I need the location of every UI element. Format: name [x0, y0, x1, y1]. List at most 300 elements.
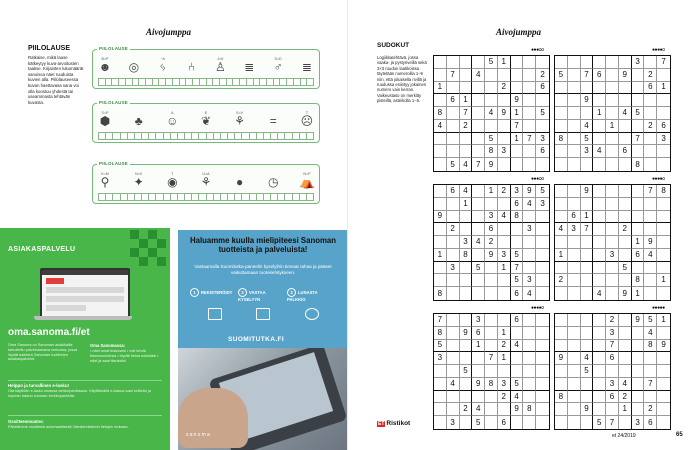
- sudoku-cell[interactable]: [657, 327, 670, 340]
- sudoku-cell[interactable]: [472, 365, 485, 378]
- sudoku-cell[interactable]: [472, 287, 485, 300]
- sudoku-cell[interactable]: [434, 133, 447, 146]
- sudoku-cell[interactable]: [632, 120, 645, 133]
- sudoku-cell[interactable]: [568, 133, 581, 146]
- answer-box[interactable]: [125, 78, 132, 86]
- sudoku-cell[interactable]: [523, 120, 536, 133]
- sudoku-cell[interactable]: [593, 211, 606, 224]
- answer-box[interactable]: [292, 132, 299, 140]
- sudoku-cell[interactable]: [568, 185, 581, 198]
- sudoku-cell[interactable]: [498, 403, 511, 416]
- sudoku-cell[interactable]: [523, 416, 536, 429]
- sudoku-cell[interactable]: [568, 107, 581, 120]
- sudoku-cell[interactable]: [593, 378, 606, 391]
- answer-box[interactable]: [145, 78, 152, 86]
- sudoku-cell[interactable]: [619, 94, 632, 107]
- answer-box[interactable]: [263, 132, 270, 140]
- answer-box[interactable]: [299, 193, 306, 201]
- sudoku-cell[interactable]: [498, 365, 511, 378]
- sudoku-cell[interactable]: [447, 391, 460, 404]
- answer-box[interactable]: [98, 78, 105, 86]
- sudoku-cell[interactable]: [593, 198, 606, 211]
- sudoku-cell[interactable]: [619, 352, 632, 365]
- sudoku-cell[interactable]: [593, 365, 606, 378]
- sudoku-cell[interactable]: [619, 340, 632, 353]
- sudoku-cell[interactable]: [555, 82, 568, 95]
- sudoku-cell[interactable]: [657, 158, 670, 171]
- sudoku-cell[interactable]: [581, 340, 594, 353]
- sudoku-cell[interactable]: [606, 107, 619, 120]
- sudoku-cell[interactable]: [555, 287, 568, 300]
- sudoku-cell[interactable]: [644, 158, 657, 171]
- sudoku-cell[interactable]: [536, 314, 549, 327]
- answer-box[interactable]: [118, 78, 125, 86]
- sudoku-cell[interactable]: [447, 327, 460, 340]
- sudoku-cell[interactable]: [460, 56, 473, 69]
- sudoku-cell[interactable]: [523, 378, 536, 391]
- answer-box[interactable]: [198, 193, 205, 201]
- answer-box[interactable]: [170, 193, 177, 201]
- sudoku-cell[interactable]: [644, 133, 657, 146]
- sudoku-cell[interactable]: [581, 249, 594, 262]
- sudoku-cell[interactable]: [644, 145, 657, 158]
- sudoku-cell[interactable]: [498, 314, 511, 327]
- sudoku-cell[interactable]: [485, 69, 498, 82]
- sudoku-cell[interactable]: [511, 365, 524, 378]
- sudoku-cell[interactable]: [460, 274, 473, 287]
- sudoku-cell[interactable]: [581, 287, 594, 300]
- sudoku-cell[interactable]: [581, 198, 594, 211]
- sudoku-cell[interactable]: [568, 378, 581, 391]
- sudoku-cell[interactable]: [606, 403, 619, 416]
- sudoku-cell[interactable]: [632, 145, 645, 158]
- sudoku-cell[interactable]: [523, 69, 536, 82]
- answer-box[interactable]: [277, 193, 284, 201]
- answer-box[interactable]: [148, 193, 155, 201]
- sudoku-cell[interactable]: [523, 211, 536, 224]
- sudoku-cell[interactable]: [447, 403, 460, 416]
- sudoku-cell[interactable]: [644, 274, 657, 287]
- sudoku-cell[interactable]: [657, 198, 670, 211]
- sudoku-cell[interactable]: [536, 287, 549, 300]
- answer-box[interactable]: [134, 132, 141, 140]
- sudoku-cell[interactable]: [434, 403, 447, 416]
- survey-url[interactable]: SUOMITUTKA.FI: [228, 336, 285, 343]
- sudoku-cell[interactable]: [657, 403, 670, 416]
- answer-box[interactable]: [112, 193, 119, 201]
- sudoku-cell[interactable]: [536, 94, 549, 107]
- sudoku-cell[interactable]: [536, 378, 549, 391]
- answer-box[interactable]: [292, 193, 299, 201]
- answer-box[interactable]: [273, 78, 280, 86]
- sudoku-cell[interactable]: [434, 416, 447, 429]
- sudoku-cell[interactable]: [485, 287, 498, 300]
- sudoku-cell[interactable]: [581, 378, 594, 391]
- answer-box[interactable]: [306, 132, 314, 140]
- sudoku-cell[interactable]: [581, 416, 594, 429]
- answer-box[interactable]: [198, 132, 205, 140]
- sudoku-cell[interactable]: [511, 352, 524, 365]
- sudoku-cell[interactable]: [460, 145, 473, 158]
- sudoku-cell[interactable]: [498, 198, 511, 211]
- sudoku-cell[interactable]: [632, 403, 645, 416]
- answer-box[interactable]: [249, 132, 256, 140]
- sudoku-cell[interactable]: [555, 365, 568, 378]
- sudoku-cell[interactable]: [555, 94, 568, 107]
- answer-box[interactable]: [206, 78, 213, 86]
- sudoku-cell[interactable]: [581, 82, 594, 95]
- sudoku-cell[interactable]: [619, 185, 632, 198]
- answer-box[interactable]: [127, 193, 134, 201]
- sudoku-cell[interactable]: [555, 403, 568, 416]
- answer-box[interactable]: [184, 193, 191, 201]
- answer-box[interactable]: [219, 78, 226, 86]
- sudoku-cell[interactable]: [606, 56, 619, 69]
- sudoku-cell[interactable]: [593, 120, 606, 133]
- answer-box[interactable]: [227, 193, 234, 201]
- sudoku-cell[interactable]: [536, 262, 549, 275]
- sudoku-cell[interactable]: [555, 56, 568, 69]
- sudoku-cell[interactable]: [536, 158, 549, 171]
- answer-box[interactable]: [105, 132, 112, 140]
- sudoku-cell[interactable]: [485, 365, 498, 378]
- sudoku-cell[interactable]: [581, 274, 594, 287]
- answer-box[interactable]: [256, 193, 263, 201]
- sudoku-cell[interactable]: [536, 365, 549, 378]
- sudoku-cell[interactable]: [568, 287, 581, 300]
- sudoku-cell[interactable]: [568, 403, 581, 416]
- sudoku-cell[interactable]: [434, 94, 447, 107]
- sudoku-cell[interactable]: [523, 327, 536, 340]
- sudoku-cell[interactable]: [593, 262, 606, 275]
- sudoku-cell[interactable]: [593, 403, 606, 416]
- sudoku-cell[interactable]: [447, 314, 460, 327]
- sudoku-cell[interactable]: [485, 94, 498, 107]
- sudoku-cell[interactable]: [485, 262, 498, 275]
- sudoku-cell[interactable]: [657, 391, 670, 404]
- sudoku-cell[interactable]: [536, 403, 549, 416]
- sudoku-cell[interactable]: [606, 274, 619, 287]
- sudoku-cell[interactable]: [536, 416, 549, 429]
- sudoku-cell[interactable]: [606, 69, 619, 82]
- answer-box[interactable]: [185, 78, 192, 86]
- answer-box[interactable]: [98, 132, 105, 140]
- answer-box[interactable]: [177, 193, 184, 201]
- answer-box[interactable]: [206, 193, 213, 201]
- sudoku-cell[interactable]: [606, 198, 619, 211]
- sudoku-cell[interactable]: [447, 133, 460, 146]
- sudoku-cell[interactable]: [460, 416, 473, 429]
- sudoku-cell[interactable]: [523, 365, 536, 378]
- sudoku-cell[interactable]: [555, 378, 568, 391]
- sudoku-cell[interactable]: [434, 223, 447, 236]
- sudoku-cell[interactable]: [606, 236, 619, 249]
- answer-box[interactable]: [191, 132, 198, 140]
- sudoku-cell[interactable]: [593, 133, 606, 146]
- sudoku-cell[interactable]: [498, 94, 511, 107]
- sudoku-cell[interactable]: [485, 120, 498, 133]
- answer-box[interactable]: [148, 132, 155, 140]
- answer-box[interactable]: [270, 193, 277, 201]
- sudoku-cell[interactable]: [485, 340, 498, 353]
- answer-box[interactable]: [234, 132, 241, 140]
- answer-box[interactable]: [277, 132, 284, 140]
- sudoku-cell[interactable]: [593, 274, 606, 287]
- answer-box[interactable]: [270, 132, 277, 140]
- sudoku-cell[interactable]: [472, 94, 485, 107]
- sudoku-cell[interactable]: [472, 391, 485, 404]
- sudoku-cell[interactable]: [485, 391, 498, 404]
- sudoku-cell[interactable]: [472, 56, 485, 69]
- sudoku-cell[interactable]: [536, 274, 549, 287]
- answer-box[interactable]: [299, 132, 306, 140]
- sudoku-cell[interactable]: [523, 262, 536, 275]
- sudoku-cell[interactable]: [657, 249, 670, 262]
- sudoku-cell[interactable]: [632, 262, 645, 275]
- answer-box[interactable]: [220, 132, 227, 140]
- sudoku-cell[interactable]: [460, 352, 473, 365]
- sudoku-cell[interactable]: [555, 158, 568, 171]
- sudoku-cell[interactable]: [657, 378, 670, 391]
- answer-box[interactable]: [241, 132, 248, 140]
- answer-box[interactable]: [227, 132, 234, 140]
- sudoku-cell[interactable]: [606, 185, 619, 198]
- sudoku-cell[interactable]: [523, 56, 536, 69]
- sudoku-cell[interactable]: [434, 274, 447, 287]
- answer-box[interactable]: [293, 78, 300, 86]
- sudoku-cell[interactable]: [447, 236, 460, 249]
- sudoku-cell[interactable]: [593, 327, 606, 340]
- sudoku-cell[interactable]: [472, 107, 485, 120]
- answer-box[interactable]: [138, 78, 145, 86]
- sudoku-cell[interactable]: [498, 120, 511, 133]
- sudoku-cell[interactable]: [485, 274, 498, 287]
- sudoku-cell[interactable]: [593, 249, 606, 262]
- sudoku-cell[interactable]: [536, 391, 549, 404]
- sudoku-cell[interactable]: [523, 145, 536, 158]
- sudoku-cell[interactable]: [632, 211, 645, 224]
- sudoku-cell[interactable]: [632, 340, 645, 353]
- sudoku-cell[interactable]: [472, 145, 485, 158]
- sudoku-cell[interactable]: [472, 223, 485, 236]
- answer-box[interactable]: [141, 193, 148, 201]
- sudoku-cell[interactable]: [568, 120, 581, 133]
- sudoku-cell[interactable]: [447, 365, 460, 378]
- sudoku-cell[interactable]: [555, 327, 568, 340]
- sudoku-cell[interactable]: [657, 94, 670, 107]
- answer-box[interactable]: [179, 78, 186, 86]
- answer-box[interactable]: [246, 78, 253, 86]
- sudoku-cell[interactable]: [447, 352, 460, 365]
- sudoku-cell[interactable]: [434, 236, 447, 249]
- sudoku-cell[interactable]: [632, 378, 645, 391]
- sudoku-cell[interactable]: [523, 107, 536, 120]
- sudoku-cell[interactable]: [644, 107, 657, 120]
- sudoku-cell[interactable]: [485, 327, 498, 340]
- sudoku-cell[interactable]: [536, 56, 549, 69]
- sudoku-cell[interactable]: [657, 416, 670, 429]
- sudoku-cell[interactable]: [511, 145, 524, 158]
- sudoku-cell[interactable]: [555, 236, 568, 249]
- sudoku-cell[interactable]: [568, 340, 581, 353]
- answer-box[interactable]: [279, 78, 286, 86]
- sudoku-cell[interactable]: [632, 391, 645, 404]
- sudoku-cell[interactable]: [447, 145, 460, 158]
- sudoku-cell[interactable]: [460, 378, 473, 391]
- sudoku-cell[interactable]: [632, 82, 645, 95]
- answer-box[interactable]: [253, 78, 260, 86]
- sudoku-cell[interactable]: [632, 352, 645, 365]
- answer-box[interactable]: [158, 78, 165, 86]
- answer-box[interactable]: [191, 193, 198, 201]
- sudoku-cell[interactable]: [568, 145, 581, 158]
- sudoku-cell[interactable]: [447, 107, 460, 120]
- sudoku-cell[interactable]: [523, 94, 536, 107]
- service-url[interactable]: oma.sanoma.fi/et: [8, 327, 90, 338]
- sudoku-cell[interactable]: [555, 416, 568, 429]
- answer-box[interactable]: [134, 193, 141, 201]
- sudoku-cell[interactable]: [581, 327, 594, 340]
- answer-box[interactable]: [213, 193, 220, 201]
- sudoku-cell[interactable]: [657, 69, 670, 82]
- sudoku-cell[interactable]: [632, 223, 645, 236]
- sudoku-cell[interactable]: [460, 82, 473, 95]
- sudoku-cell[interactable]: [434, 56, 447, 69]
- sudoku-cell[interactable]: [511, 236, 524, 249]
- answer-box[interactable]: [234, 193, 241, 201]
- sudoku-cell[interactable]: [581, 391, 594, 404]
- sudoku-cell[interactable]: [606, 145, 619, 158]
- sudoku-cell[interactable]: [536, 340, 549, 353]
- sudoku-cell[interactable]: [447, 56, 460, 69]
- sudoku-cell[interactable]: [485, 403, 498, 416]
- sudoku-cell[interactable]: [523, 158, 536, 171]
- answer-box[interactable]: [259, 78, 266, 86]
- answer-box[interactable]: [120, 132, 127, 140]
- sudoku-cell[interactable]: [460, 133, 473, 146]
- sudoku-cell[interactable]: [511, 56, 524, 69]
- sudoku-cell[interactable]: [536, 223, 549, 236]
- sudoku-cell[interactable]: [485, 416, 498, 429]
- sudoku-cell[interactable]: [606, 94, 619, 107]
- sudoku-cell[interactable]: [619, 365, 632, 378]
- sudoku-cell[interactable]: [568, 94, 581, 107]
- answer-box[interactable]: [170, 132, 177, 140]
- sudoku-cell[interactable]: [555, 262, 568, 275]
- sudoku-cell[interactable]: [447, 82, 460, 95]
- sudoku-cell[interactable]: [536, 327, 549, 340]
- sudoku-cell[interactable]: [568, 352, 581, 365]
- sudoku-cell[interactable]: [581, 236, 594, 249]
- sudoku-cell[interactable]: [536, 236, 549, 249]
- sudoku-cell[interactable]: [644, 223, 657, 236]
- answer-box[interactable]: [212, 78, 219, 86]
- answer-box[interactable]: [163, 193, 170, 201]
- sudoku-cell[interactable]: [619, 82, 632, 95]
- sudoku-cell[interactable]: [460, 391, 473, 404]
- sudoku-cell[interactable]: [460, 262, 473, 275]
- sudoku-cell[interactable]: [460, 223, 473, 236]
- sudoku-cell[interactable]: [472, 82, 485, 95]
- answer-box[interactable]: [286, 78, 293, 86]
- answer-box[interactable]: [172, 78, 179, 86]
- sudoku-cell[interactable]: [581, 314, 594, 327]
- sudoku-cell[interactable]: [568, 198, 581, 211]
- sudoku-cell[interactable]: [485, 82, 498, 95]
- sudoku-cell[interactable]: [619, 314, 632, 327]
- sudoku-cell[interactable]: [568, 391, 581, 404]
- sudoku-cell[interactable]: [498, 69, 511, 82]
- sudoku-cell[interactable]: [536, 120, 549, 133]
- sudoku-cell[interactable]: [632, 365, 645, 378]
- sudoku-cell[interactable]: [619, 274, 632, 287]
- sudoku-cell[interactable]: [568, 314, 581, 327]
- sudoku-cell[interactable]: [555, 340, 568, 353]
- sudoku-cell[interactable]: [511, 69, 524, 82]
- sudoku-cell[interactable]: [593, 391, 606, 404]
- answer-box[interactable]: [306, 193, 314, 201]
- sudoku-cell[interactable]: [511, 327, 524, 340]
- sudoku-cell[interactable]: [568, 416, 581, 429]
- sudoku-cell[interactable]: [536, 211, 549, 224]
- sudoku-cell[interactable]: [619, 198, 632, 211]
- sudoku-cell[interactable]: [447, 120, 460, 133]
- sudoku-cell[interactable]: [644, 262, 657, 275]
- answer-box[interactable]: [249, 193, 256, 201]
- sudoku-cell[interactable]: [632, 198, 645, 211]
- answer-box[interactable]: [163, 132, 170, 140]
- answer-box[interactable]: [120, 193, 127, 201]
- sudoku-cell[interactable]: [555, 185, 568, 198]
- sudoku-cell[interactable]: [523, 314, 536, 327]
- sudoku-cell[interactable]: [498, 223, 511, 236]
- answer-box[interactable]: [141, 132, 148, 140]
- answer-box[interactable]: [111, 78, 118, 86]
- sudoku-cell[interactable]: [606, 158, 619, 171]
- sudoku-cell[interactable]: [657, 223, 670, 236]
- sudoku-cell[interactable]: [644, 198, 657, 211]
- answer-box[interactable]: [256, 132, 263, 140]
- sudoku-cell[interactable]: [568, 236, 581, 249]
- sudoku-cell[interactable]: [657, 287, 670, 300]
- sudoku-cell[interactable]: [568, 82, 581, 95]
- sudoku-cell[interactable]: [434, 365, 447, 378]
- answer-box[interactable]: [199, 78, 206, 86]
- sudoku-cell[interactable]: [581, 56, 594, 69]
- sudoku-cell[interactable]: [511, 158, 524, 171]
- sudoku-cell[interactable]: [523, 391, 536, 404]
- sudoku-cell[interactable]: [657, 365, 670, 378]
- answer-box[interactable]: [155, 132, 162, 140]
- sudoku-cell[interactable]: [568, 249, 581, 262]
- sudoku-cell[interactable]: [606, 287, 619, 300]
- sudoku-cell[interactable]: [593, 236, 606, 249]
- answer-box[interactable]: [284, 193, 291, 201]
- answer-box[interactable]: [213, 132, 220, 140]
- sudoku-cell[interactable]: [606, 365, 619, 378]
- sudoku-cell[interactable]: [523, 82, 536, 95]
- answer-box[interactable]: [132, 78, 139, 86]
- answer-box[interactable]: [105, 78, 112, 86]
- sudoku-cell[interactable]: [593, 56, 606, 69]
- sudoku-cell[interactable]: [657, 352, 670, 365]
- sudoku-cell[interactable]: [568, 56, 581, 69]
- sudoku-cell[interactable]: [632, 69, 645, 82]
- sudoku-cell[interactable]: [460, 211, 473, 224]
- sudoku-cell[interactable]: [619, 236, 632, 249]
- sudoku-cell[interactable]: [472, 352, 485, 365]
- sudoku-cell[interactable]: [447, 249, 460, 262]
